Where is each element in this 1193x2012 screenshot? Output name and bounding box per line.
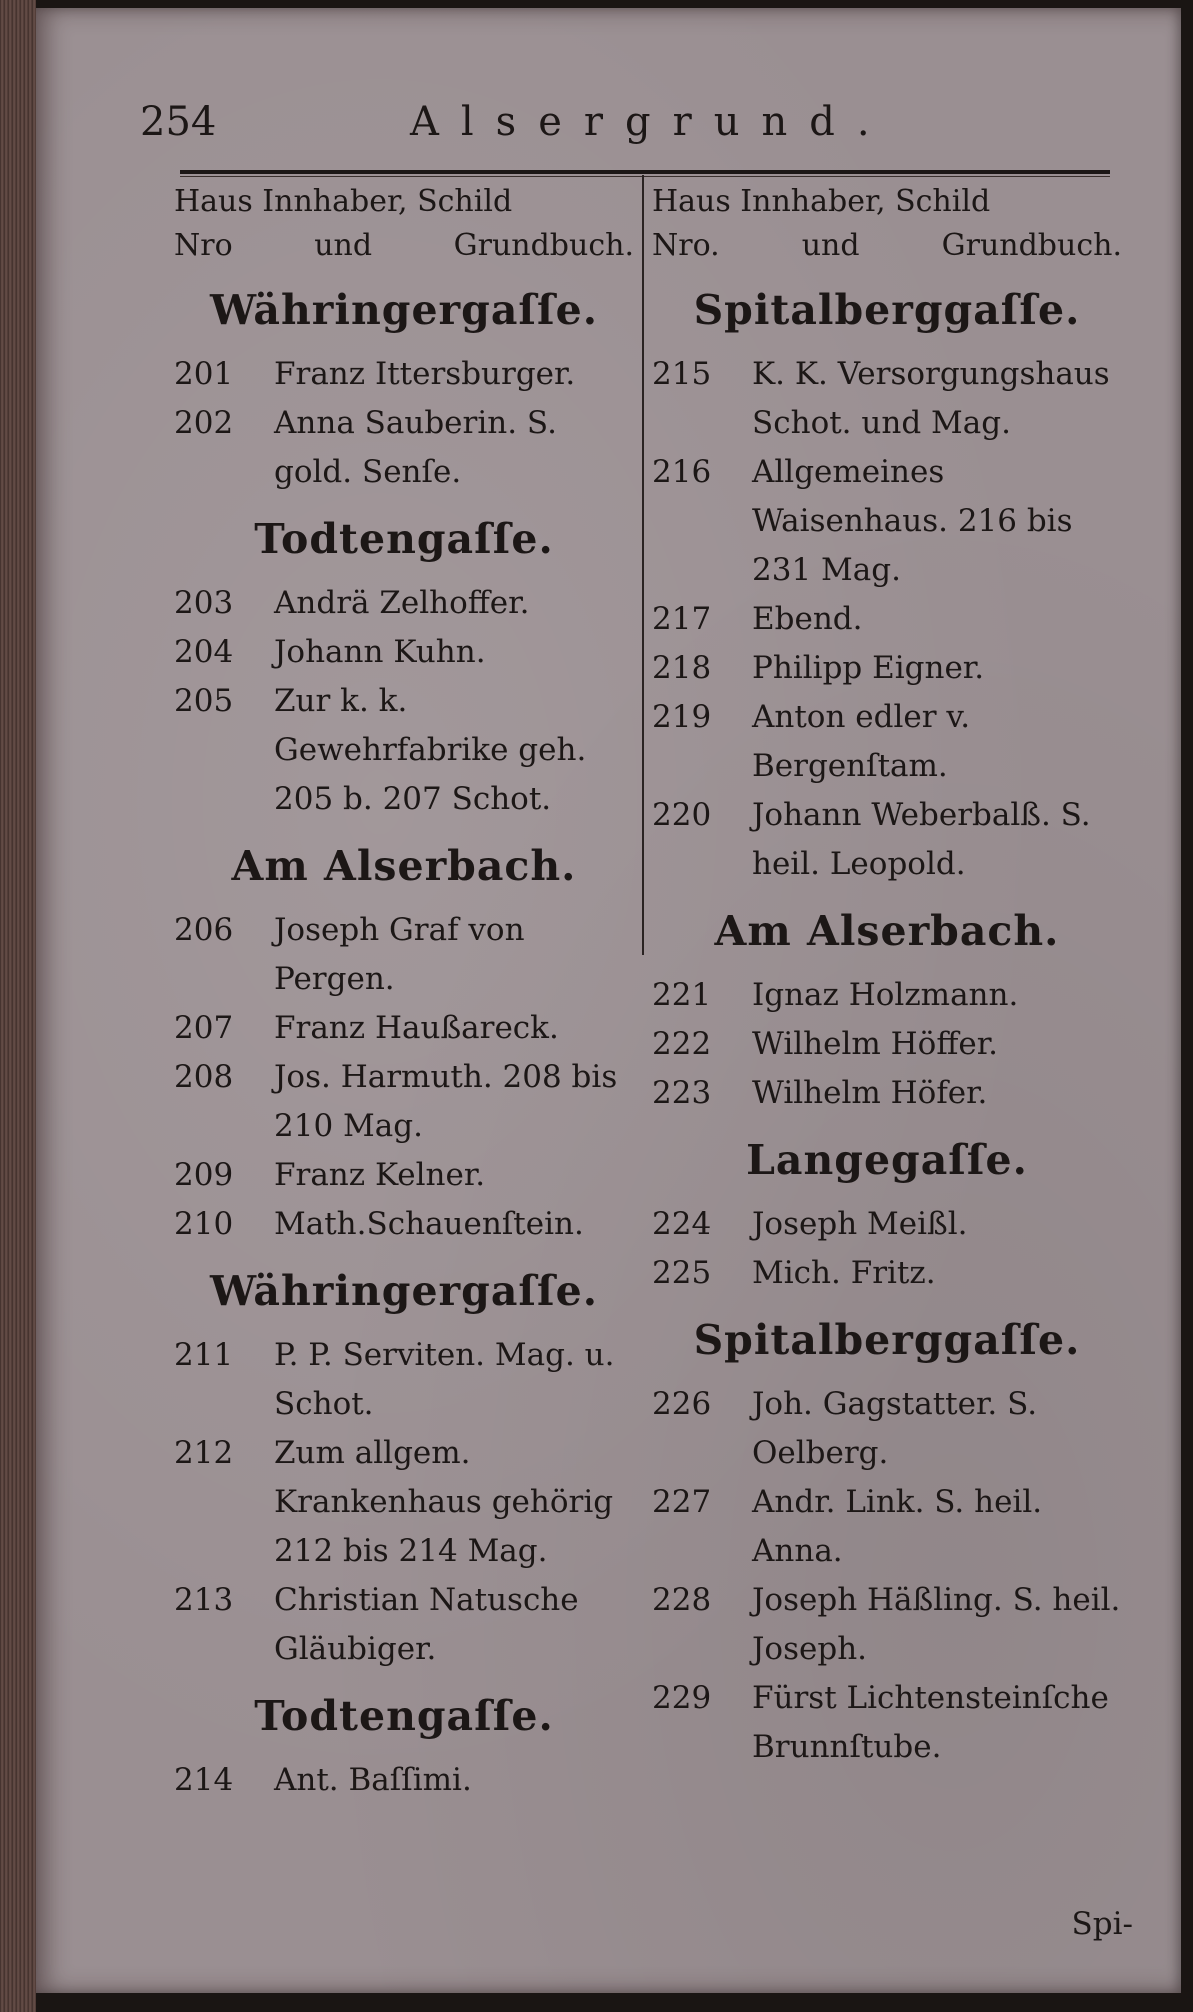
column-header-grundbuch: Grundbuch. xyxy=(453,228,634,263)
street-heading: Währingergaſſe. xyxy=(209,1267,599,1315)
house-entry xyxy=(174,677,634,824)
column-header-und: und xyxy=(801,228,860,263)
house-entry xyxy=(652,1380,1122,1478)
house-entry xyxy=(652,693,1122,791)
catchword: Spi- xyxy=(1071,1906,1133,1942)
street-heading: Am Alserbach. xyxy=(231,842,577,890)
house-entry xyxy=(652,644,1122,693)
house-number: 225 xyxy=(652,1255,712,1291)
owner-name: Philipp Eigner. xyxy=(752,650,985,686)
owner-name: Ant. Baſſimi. xyxy=(274,1762,472,1798)
book-page-edges xyxy=(0,0,36,2012)
house-number: 220 xyxy=(652,797,712,833)
house-number: 229 xyxy=(652,1680,712,1716)
owner-name: Anton edler v. Bergenſtam. xyxy=(752,699,971,784)
owner-name: Franz Haußareck. xyxy=(274,1010,559,1046)
house-number: 219 xyxy=(652,699,712,735)
house-number: 205 xyxy=(174,683,234,719)
house-entry xyxy=(174,1053,634,1151)
street-heading: Todtengaſſe. xyxy=(254,515,554,563)
house-number: 215 xyxy=(652,356,712,392)
header-rule-thin xyxy=(180,176,1110,177)
street-heading: Währingergaſſe. xyxy=(209,286,599,334)
running-title: Alsergrund. xyxy=(410,99,892,145)
house-entry xyxy=(174,628,634,677)
house-entry xyxy=(652,1576,1122,1674)
house-entry xyxy=(174,906,634,1004)
house-entry xyxy=(174,1200,634,1249)
owner-name: Joseph Meißl. xyxy=(752,1206,968,1242)
house-entry xyxy=(174,1429,634,1576)
owner-name: Wilhelm Höfer. xyxy=(752,1075,988,1111)
house-number: 227 xyxy=(652,1484,712,1520)
column-header-line1: Haus Innhaber, Schild xyxy=(652,184,991,219)
house-number: 224 xyxy=(652,1206,712,1242)
owner-name: Joseph Häßling. S. heil. Joseph. xyxy=(752,1582,1121,1667)
street-heading: Am Alserbach. xyxy=(714,907,1060,955)
house-entry xyxy=(652,791,1122,889)
house-number: 208 xyxy=(174,1059,234,1095)
right-column xyxy=(652,180,1122,1772)
house-number: 221 xyxy=(652,977,712,1013)
page-header xyxy=(140,92,1180,152)
house-number: 228 xyxy=(652,1582,712,1618)
house-entry xyxy=(652,595,1122,644)
owner-name: Franz Kelner. xyxy=(274,1157,486,1193)
house-entry xyxy=(174,1576,634,1674)
owner-name: Joh. Gagstatter. S. Oelberg. xyxy=(752,1386,1038,1471)
owner-name: Wilhelm Höffer. xyxy=(752,1026,998,1062)
house-number: 201 xyxy=(174,356,234,392)
house-number: 217 xyxy=(652,601,712,637)
owner-name: Anna Sauberin. S. gold. Senſe. xyxy=(274,405,557,490)
house-number: 209 xyxy=(174,1157,234,1193)
house-entry xyxy=(174,399,634,497)
house-entry xyxy=(652,1249,1122,1298)
header-rule xyxy=(180,170,1110,174)
owner-name: Johann Weberbalß. S. heil. Leopold. xyxy=(752,797,1091,882)
house-entry xyxy=(652,1020,1122,1069)
house-number: 216 xyxy=(652,454,712,490)
house-entry xyxy=(174,350,634,399)
house-number: 212 xyxy=(174,1435,234,1471)
owner-name: Jos. Harmuth. 208 bis 210 Mag. xyxy=(274,1059,618,1144)
left-column xyxy=(174,180,634,1805)
owner-name: Allgemeines Waisenhaus. 216 bis 231 Mag. xyxy=(752,454,1073,588)
house-entry xyxy=(174,1151,634,1200)
house-number: 214 xyxy=(174,1762,234,1798)
column-header-line2 xyxy=(174,224,634,268)
column-header-nro: Nro. xyxy=(652,228,720,263)
house-entry xyxy=(652,448,1122,595)
column-header-grundbuch: Grundbuch. xyxy=(941,228,1122,263)
column-divider xyxy=(642,175,644,955)
column-header-nro: Nro xyxy=(174,228,233,263)
owner-name: K. K. Versorgungshaus Schot. und Mag. xyxy=(752,356,1110,441)
column-header-und: und xyxy=(314,228,373,263)
owner-name: Ignaz Holzmann. xyxy=(752,977,1019,1013)
owner-name: Mich. Fritz. xyxy=(752,1255,936,1291)
owner-name: Joseph Graf von Pergen. xyxy=(274,912,525,997)
owner-name: Math.Schauenſtein. xyxy=(274,1206,584,1242)
house-entry xyxy=(652,1674,1122,1772)
house-number: 202 xyxy=(174,405,234,441)
owner-name: Christian Natusche Gläubiger. xyxy=(274,1582,579,1667)
owner-name: Ebend. xyxy=(752,601,863,637)
owner-name: Franz Ittersburger. xyxy=(274,356,576,392)
owner-name: P. P. Serviten. Mag. u. Schot. xyxy=(274,1337,615,1422)
house-entry xyxy=(652,971,1122,1020)
house-entry xyxy=(652,1069,1122,1118)
street-heading: Langegaſſe. xyxy=(746,1136,1028,1184)
owner-name: Andrä Zelhoffer. xyxy=(274,585,530,621)
house-entry xyxy=(652,1478,1122,1576)
house-number: 223 xyxy=(652,1075,712,1111)
column-header-line1: Haus Innhaber, Schild xyxy=(174,184,513,219)
house-entry xyxy=(174,1756,634,1805)
house-number: 218 xyxy=(652,650,712,686)
house-entry xyxy=(174,579,634,628)
owner-name: Andr. Link. S. heil. Anna. xyxy=(752,1484,1043,1569)
house-entry xyxy=(174,1004,634,1053)
house-number: 204 xyxy=(174,634,234,670)
column-header xyxy=(652,180,1122,268)
right-entries xyxy=(652,280,1122,1772)
column-header-line2 xyxy=(652,224,1122,268)
house-entry xyxy=(174,1331,634,1429)
owner-name: Johann Kuhn. xyxy=(274,634,486,670)
owner-name: Zum allgem. Krankenhaus gehörig 212 bis 214 Mag. xyxy=(274,1435,614,1569)
house-number: 226 xyxy=(652,1386,712,1422)
house-number: 211 xyxy=(174,1337,234,1373)
street-heading: Spitalberggaſſe. xyxy=(693,286,1081,334)
left-entries xyxy=(174,280,634,1805)
house-entry xyxy=(652,1200,1122,1249)
column-header xyxy=(174,180,634,268)
owner-name: Zur k. k. Gewehrfabrike geh. 205 b. 207 Schot. xyxy=(274,683,587,817)
house-number: 210 xyxy=(174,1206,234,1242)
house-number: 207 xyxy=(174,1010,234,1046)
house-number: 206 xyxy=(174,912,234,948)
house-entry xyxy=(652,350,1122,448)
house-number: 213 xyxy=(174,1582,234,1618)
page-number: 254 xyxy=(140,99,217,145)
house-number: 203 xyxy=(174,585,234,621)
owner-name: Fürst Lichtensteinſche Brunnſtube. xyxy=(752,1680,1109,1765)
street-heading: Todtengaſſe. xyxy=(254,1692,554,1740)
street-heading: Spitalberggaſſe. xyxy=(693,1316,1081,1364)
house-number: 222 xyxy=(652,1026,712,1062)
